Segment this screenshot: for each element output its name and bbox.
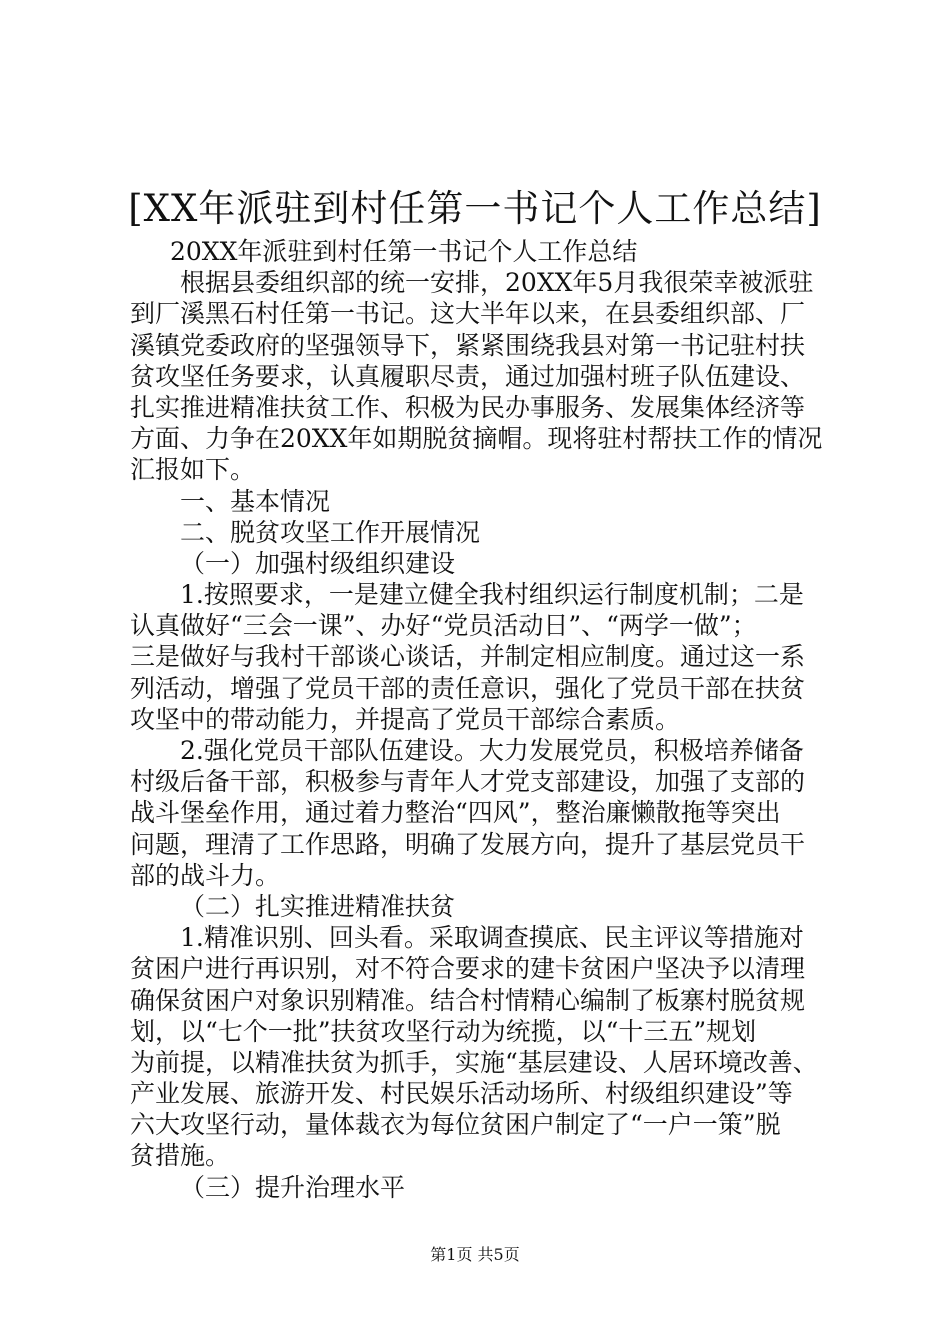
text-line: 1.按照要求，一是建立健全我村组织运行制度机制；二是 xyxy=(180,580,804,610)
text-line: （一）加强村级组织建设 xyxy=(180,548,456,578)
text-line: 到厂溪黑石村任第一书记。这大半年以来，在县委组织部、厂 xyxy=(130,299,806,329)
text-line: 为前提，以精准扶贫为抓手，实施“基层建设、人居环境改善、 xyxy=(130,1047,818,1077)
text-line: 列活动，增强了党员干部的责任意识，强化了党员干部在扶贫 xyxy=(130,673,806,703)
text-line: 20XX年派驻到村任第一书记个人工作总结 xyxy=(170,237,638,266)
text-line: 问题，理清了工作思路，明确了发展方向，提升了基层党员干 xyxy=(130,829,806,859)
text-line: 确保贫困户对象识别精准。结合村情精心编制了板寨村脱贫规 xyxy=(130,985,806,1015)
text-line: 认真做好“三会一课”、办好“党员活动日”、“两学一做”； xyxy=(130,611,757,641)
text-line: 六大攻坚行动，量体裁衣为每位贫困户制定了“一户一策”脱 xyxy=(130,1110,781,1140)
text-line: 贫攻坚任务要求，认真履职尽责，通过加强村班子队伍建设、 xyxy=(130,361,806,391)
text-line: 攻坚中的带动能力，并提高了党员干部综合素质。 xyxy=(130,704,681,734)
text-line: 三是做好与我村干部谈心谈话，并制定相应制度。通过这一系 xyxy=(130,642,806,672)
text-line: 2.强化党员干部队伍建设。大力发展党员，积极培养储备 xyxy=(180,736,804,765)
text-line: 划，以“七个一批”扶贫攻坚行动为统揽，以“十三五”规划 xyxy=(130,1016,757,1046)
text-line: 贫困户进行再识别，对不符合要求的建卡贫困户坚决予以清理 xyxy=(130,954,806,984)
text-line: 一、基本情况 xyxy=(180,486,331,516)
text-line: 溪镇党委政府的坚强领导下，紧紧围绕我县对第一书记驻村扶 xyxy=(130,330,806,360)
text-line: 汇报如下。 xyxy=(130,455,256,485)
text-line: 贫措施。 xyxy=(130,1141,231,1171)
document-title: [XX年派驻到村任第一书记个人工作总结] xyxy=(128,187,822,230)
text-line: 产业发展、旅游开发、村民娱乐活动场所、村级组织建设”等 xyxy=(130,1079,793,1109)
text-line: 方面、力争在20XX年如期脱贫摘帽。现将驻村帮扶工作的情况 xyxy=(130,424,823,454)
page-footer: 第1页 共5页 xyxy=(430,1245,520,1264)
text-line: （三）提升治理水平 xyxy=(180,1172,406,1202)
text-line: 部的战斗力。 xyxy=(130,860,281,890)
text-line: （二）扎实推进精准扶贫 xyxy=(180,891,456,921)
text-line: 战斗堡垒作用，通过着力整治“四风”，整治廉懒散拖等突出 xyxy=(130,798,781,828)
text-line: 村级后备干部，积极参与青年人才党支部建设，加强了支部的 xyxy=(130,767,806,797)
text-line: 1.精准识别、回头看。采取调查摸底、民主评议等措施对 xyxy=(180,923,804,953)
text-line: 二、脱贫攻坚工作开展情况 xyxy=(180,517,481,547)
document-body xyxy=(130,236,842,1203)
text-line: 根据县委组织部的统一安排，20XX年5月我很荣幸被派驻 xyxy=(180,268,814,298)
text-line: 扎实推进精准扶贫工作、积极为民办事服务、发展集体经济等 xyxy=(130,392,806,422)
